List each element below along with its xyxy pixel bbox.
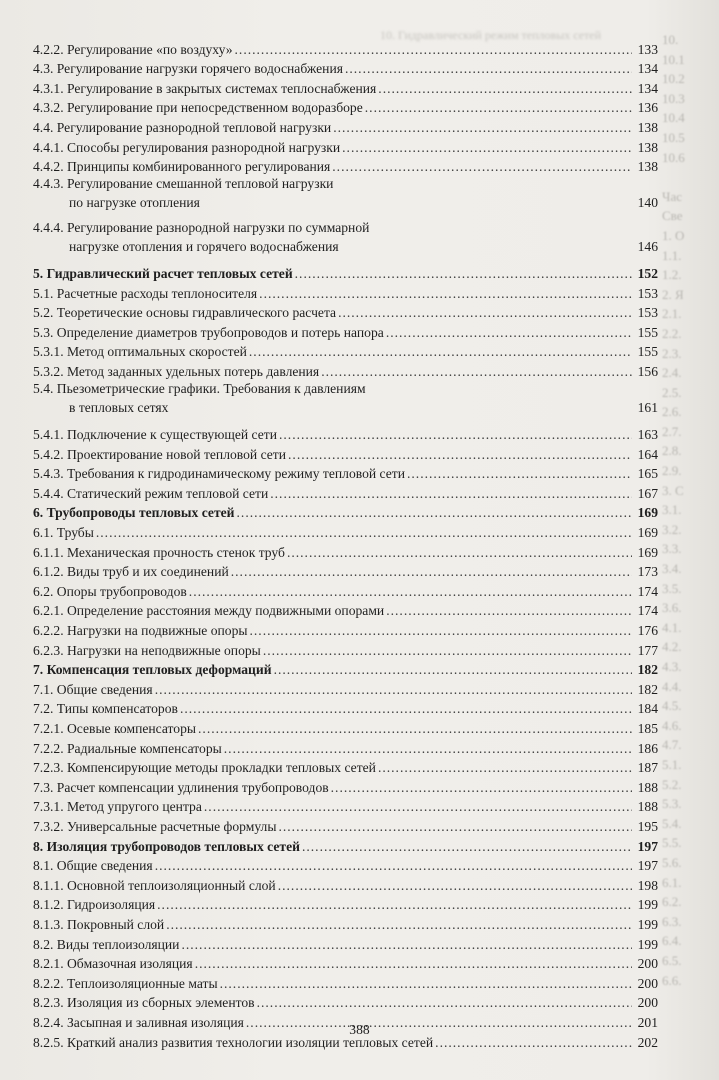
toc-entry-page: 197 bbox=[637, 858, 658, 874]
toc-entry-title: 4.4.2. Принципы комбинированного регулирования bbox=[33, 159, 331, 175]
toc-entry bbox=[33, 952, 658, 972]
toc-entry-title: 8.2.5. Краткий анализ развития технологии изоляции тепловых сетей bbox=[33, 1034, 434, 1050]
toc-entry-title: 6.2.2. Нагрузки на подвижные опоры bbox=[33, 623, 248, 639]
toc-entry-page: 195 bbox=[637, 818, 658, 834]
toc-entry-page: 140 bbox=[637, 195, 658, 211]
toc-entry-page: 176 bbox=[637, 623, 658, 639]
toc-entry bbox=[33, 618, 658, 638]
toc-entry-title: 7. Компенсация тепловых деформаций bbox=[33, 662, 272, 678]
toc-entry-title: 5.4.4. Статический режим тепловой сети bbox=[33, 485, 269, 501]
toc-entry bbox=[33, 462, 658, 482]
toc-entry-page: 174 bbox=[637, 603, 658, 619]
dot-leader bbox=[257, 995, 632, 1010]
toc-entry bbox=[33, 736, 658, 756]
toc-entry-page: 153 bbox=[637, 305, 658, 321]
toc-entry bbox=[33, 991, 658, 1011]
dot-leader bbox=[157, 897, 631, 912]
dot-leader bbox=[378, 760, 632, 775]
toc-entry-title: 8.1. Общие сведения bbox=[33, 858, 153, 874]
toc-entry-page: 200 bbox=[637, 975, 658, 991]
dot-leader bbox=[195, 956, 632, 971]
toc-entry-page: 187 bbox=[637, 760, 658, 776]
toc-entry bbox=[33, 359, 658, 379]
dot-leader bbox=[155, 682, 632, 697]
dot-leader bbox=[220, 976, 632, 991]
dot-leader bbox=[287, 545, 632, 560]
toc-entry-title: 6.1.2. Виды труб и их соединений bbox=[33, 564, 229, 580]
toc-entry bbox=[33, 340, 658, 360]
dot-leader bbox=[204, 799, 632, 814]
toc-entry bbox=[33, 638, 658, 658]
toc-entry-title: 6.2.3. Нагрузки на неподвижные опоры bbox=[33, 642, 261, 658]
dot-leader bbox=[181, 937, 631, 952]
toc-entry-page: 155 bbox=[637, 344, 658, 360]
toc-entry-title: 5.3.2. Метод заданных удельных потерь давления bbox=[33, 363, 320, 379]
dot-leader bbox=[224, 741, 632, 756]
toc-entry-page: 200 bbox=[637, 956, 658, 972]
toc-entry bbox=[33, 756, 658, 776]
toc-entry-page: 163 bbox=[637, 427, 658, 443]
dot-leader bbox=[288, 447, 632, 462]
toc-entry bbox=[33, 155, 658, 175]
toc-entry-page: 199 bbox=[637, 897, 658, 913]
toc-entry-page: 198 bbox=[637, 877, 658, 893]
toc-entry-title-continued: в тепловых сетях bbox=[69, 400, 169, 416]
dot-leader bbox=[279, 427, 632, 442]
toc-entry-page: 134 bbox=[637, 80, 658, 96]
toc-entry-page: 199 bbox=[637, 916, 658, 932]
toc-entry-title: 7.2.2. Радиальные компенсаторы bbox=[33, 740, 222, 756]
toc-entry-title: 6. Трубопроводы тепловых сетей bbox=[33, 505, 235, 521]
toc-entry-page: 169 bbox=[637, 544, 658, 560]
dot-leader bbox=[331, 780, 632, 795]
dot-leader bbox=[345, 61, 632, 76]
dot-leader bbox=[237, 505, 632, 520]
toc-entry bbox=[33, 873, 658, 893]
dot-leader bbox=[365, 100, 632, 115]
toc-entry bbox=[33, 261, 658, 281]
toc-entry-title: 6.1.1. Механическая прочность стенок труб bbox=[33, 544, 285, 560]
toc-entry-title: 6.1. Трубы bbox=[33, 525, 94, 541]
dot-leader bbox=[333, 120, 631, 135]
toc-entry bbox=[33, 834, 658, 854]
toc-entry-title: 8. Изоляция трубопроводов тепловых сетей bbox=[33, 838, 300, 854]
toc-entry-title: 5. Гидравлический расчет тепловых сетей bbox=[33, 265, 293, 281]
toc-entry bbox=[33, 697, 658, 717]
toc-entry-title: 7.3. Расчет компенсации удлинения трубопроводов bbox=[33, 779, 329, 795]
toc-entry-title: 5.3. Определение диаметров трубопроводов и потерь напора bbox=[33, 324, 384, 340]
toc-entry bbox=[33, 281, 658, 301]
toc-entry-title: 6.2.1. Определение расстояния между подвижными опорами bbox=[33, 603, 385, 619]
toc-entry bbox=[33, 912, 658, 932]
dot-leader bbox=[235, 42, 632, 57]
toc-entry-title: 5.2. Теоретические основы гидравлического расчета bbox=[33, 305, 337, 321]
toc-entry-page: 185 bbox=[637, 721, 658, 736]
toc-entry bbox=[33, 932, 658, 952]
bleed-through-text: 10. Гидравлический режим тепловых сетей bbox=[380, 28, 602, 42]
toc-entry bbox=[33, 579, 658, 599]
toc-entry bbox=[33, 893, 658, 913]
toc-entry bbox=[33, 854, 658, 874]
toc-entry bbox=[33, 96, 658, 116]
table-of-contents bbox=[33, 37, 658, 1050]
toc-entry bbox=[33, 301, 658, 321]
dot-leader bbox=[189, 584, 632, 599]
toc-entry-page: 188 bbox=[637, 779, 658, 795]
toc-entry-title: 4.2.2. Регулирование «по воздуху» bbox=[33, 41, 233, 57]
toc-entry-page: 188 bbox=[637, 799, 658, 815]
dot-leader bbox=[263, 643, 632, 658]
toc-entry-title: 5.4.3. Требования к гидродинамическому режиму тепловой сети bbox=[33, 466, 405, 482]
toc-entry-title: 8.1.2. Гидроизоляция bbox=[33, 897, 156, 913]
toc-entry bbox=[33, 795, 658, 815]
dot-leader bbox=[155, 858, 632, 873]
dot-leader bbox=[386, 325, 632, 340]
toc-entry bbox=[33, 599, 658, 619]
dot-leader bbox=[250, 623, 632, 638]
toc-entry-title: 7.3.2. Универсальные расчетные формулы bbox=[33, 818, 277, 834]
toc-entry-page: 202 bbox=[637, 1034, 658, 1050]
toc-entry-page: 161 bbox=[637, 400, 658, 416]
toc-entry-page: 199 bbox=[637, 936, 658, 952]
toc-entry bbox=[33, 481, 658, 501]
toc-entry bbox=[33, 320, 658, 340]
toc-entry bbox=[33, 115, 658, 135]
toc-entry-page: 184 bbox=[637, 701, 658, 717]
toc-entry-page: 169 bbox=[637, 505, 658, 521]
dot-leader bbox=[270, 486, 631, 501]
toc-entry-page: 138 bbox=[637, 139, 658, 155]
toc-entry bbox=[33, 560, 658, 580]
toc-entry bbox=[33, 520, 658, 540]
toc-entry-page: 182 bbox=[637, 662, 658, 678]
dot-leader bbox=[407, 466, 632, 481]
dot-leader bbox=[338, 305, 632, 320]
dot-leader bbox=[180, 701, 632, 716]
toc-entry bbox=[33, 442, 658, 462]
toc-entry bbox=[33, 658, 658, 678]
toc-entry-title-continued: по нагрузке отопления bbox=[69, 195, 200, 211]
toc-entry-title-continued: нагрузке отопления и горячего водоснабжения bbox=[69, 239, 339, 255]
dot-leader bbox=[278, 878, 632, 893]
dot-leader bbox=[166, 917, 631, 932]
toc-entry-page: 182 bbox=[637, 681, 658, 697]
toc-entry-title: 4.3.2. Регулирование при непосредственном водоразборе bbox=[33, 100, 363, 116]
toc-entry bbox=[33, 379, 658, 418]
toc-entry-page: 146 bbox=[637, 239, 658, 255]
toc-entry-page: 152 bbox=[637, 265, 658, 281]
toc-entry-title: 4.4.4. Регулирование разнородной нагрузки по суммарной bbox=[33, 219, 370, 235]
dot-leader bbox=[302, 839, 632, 854]
dot-leader bbox=[321, 364, 631, 379]
dot-leader bbox=[231, 564, 632, 579]
toc-entry-title: 8.2.4. Засыпная и заливная изоляция bbox=[33, 1014, 244, 1030]
toc-entry-page: 165 bbox=[637, 466, 658, 482]
toc-entry bbox=[33, 423, 658, 443]
dot-leader bbox=[278, 819, 631, 834]
toc-entry-title: 5.3.1. Метод оптимальных скоростей bbox=[33, 344, 247, 360]
toc-entry-title: 5.4.1. Подключение к существующей сети bbox=[33, 427, 277, 443]
toc-entry-title: 7.3.1. Метод упругого центра bbox=[33, 799, 202, 815]
dot-leader bbox=[342, 140, 631, 155]
toc-entry-page: 169 bbox=[637, 525, 658, 541]
toc-entry-page: 155 bbox=[637, 324, 658, 340]
toc-entry-page: 156 bbox=[637, 363, 658, 379]
facing-page-edge: 10. 10.1 10.2 10.3 10.4 10.5 10.6 Час Све 1. О 1.1. 1.2. 2. Я 2.1. 2.2. 2.3. 2.4. 2.5. 2.6. 2.7. 2.8. 2.9. 3. С 3.1. 3.2. 3.3. 3.4. 3.5. 3.6. 4.1. 4.2. 4.3. 4.4. 4.5. 4.6. 4.7. 5.1. 5.2. 5.3. 5.4. 5.5. 5.6. 6.1. 6.2. 6.3. 6.4. 6.5. 6.6. bbox=[662, 32, 685, 988]
toc-entry bbox=[33, 971, 658, 991]
toc-entry-title: 8.1.1. Основной теплоизоляционный слой bbox=[33, 877, 276, 893]
dot-leader bbox=[295, 266, 632, 281]
toc-entry-title: 4.4. Регулирование разнородной тепловой нагрузки bbox=[33, 119, 332, 135]
toc-entry bbox=[33, 677, 658, 697]
toc-entry-title: 8.2. Виды теплоизоляции bbox=[33, 936, 180, 952]
toc-entry-page: 136 bbox=[637, 100, 658, 116]
toc-entry-title: 4.3.1. Регулирование в закрытых системах теплоснабжения bbox=[33, 80, 377, 96]
toc-entry bbox=[33, 716, 658, 736]
dot-leader bbox=[378, 81, 631, 96]
toc-entry-title: 7.1. Общие сведения bbox=[33, 681, 153, 697]
dot-leader bbox=[274, 662, 632, 677]
toc-entry-page: 133 bbox=[637, 41, 658, 57]
toc-entry-title: 4.4.3. Регулирование смешанной тепловой нагрузки bbox=[33, 176, 334, 192]
toc-entry-title: 8.2.2. Теплоизоляционные маты bbox=[33, 975, 218, 991]
toc-entry bbox=[33, 174, 658, 213]
dot-leader bbox=[198, 721, 632, 736]
toc-entry-page: 153 bbox=[637, 285, 658, 301]
toc-entry bbox=[33, 540, 658, 560]
toc-entry-page: 164 bbox=[637, 446, 658, 462]
toc-entry bbox=[33, 76, 658, 96]
toc-entry-page: 138 bbox=[637, 159, 658, 175]
toc-entry-title: 5.4. Пьезометрические графики. Требования к давлениям bbox=[33, 380, 366, 396]
toc-entry bbox=[33, 57, 658, 77]
dot-leader bbox=[259, 286, 631, 301]
toc-entry bbox=[33, 775, 658, 795]
toc-entry-page: 186 bbox=[637, 740, 658, 756]
toc-entry-page: 134 bbox=[637, 61, 658, 77]
toc-entry bbox=[33, 501, 658, 521]
dot-leader bbox=[96, 525, 631, 540]
toc-entry-title: 8.2.1. Обмазочная изоляция bbox=[33, 956, 193, 972]
toc-entry-title: 7.2.1. Осевые компенсаторы bbox=[33, 721, 197, 736]
page-number: 388 bbox=[349, 1022, 370, 1037]
toc-entry-title: 5.1. Расчетные расходы теплоносителя bbox=[33, 285, 258, 301]
toc-entry-title: 7.2. Типы компенсаторов bbox=[33, 701, 178, 717]
toc-entry-title: 7.2.3. Компенсирующие методы прокладки тепловых сетей bbox=[33, 760, 376, 776]
toc-entry bbox=[33, 814, 658, 834]
dot-leader bbox=[386, 603, 631, 618]
toc-entry-page: 138 bbox=[637, 119, 658, 135]
toc-entry-page: 173 bbox=[637, 564, 658, 580]
dot-leader bbox=[332, 159, 631, 174]
toc-entry-page: 201 bbox=[637, 1014, 658, 1030]
toc-entry-page: 167 bbox=[637, 485, 658, 501]
toc-entry bbox=[33, 218, 658, 257]
toc-entry-page: 177 bbox=[637, 642, 658, 658]
toc-entry-page: 174 bbox=[637, 583, 658, 599]
toc-entry-title: 8.2.3. Изоляция из сборных элементов bbox=[33, 995, 255, 1011]
toc-entry bbox=[33, 135, 658, 155]
toc-entry bbox=[33, 37, 658, 57]
toc-entry-title: 5.4.2. Проектирование новой тепловой сети bbox=[33, 446, 287, 462]
toc-entry-page: 197 bbox=[637, 838, 658, 854]
toc-entry-title: 8.1.3. Покровный слой bbox=[33, 916, 165, 932]
dot-leader bbox=[249, 344, 632, 359]
toc-entry-page: 200 bbox=[637, 995, 658, 1011]
toc-entry-title: 4.3. Регулирование нагрузки горячего водоснабжения bbox=[33, 61, 343, 77]
toc-entry-title: 6.2. Опоры трубопроводов bbox=[33, 583, 187, 599]
toc-entry-title: 4.4.1. Способы регулирования разнородной нагрузки bbox=[33, 139, 341, 155]
